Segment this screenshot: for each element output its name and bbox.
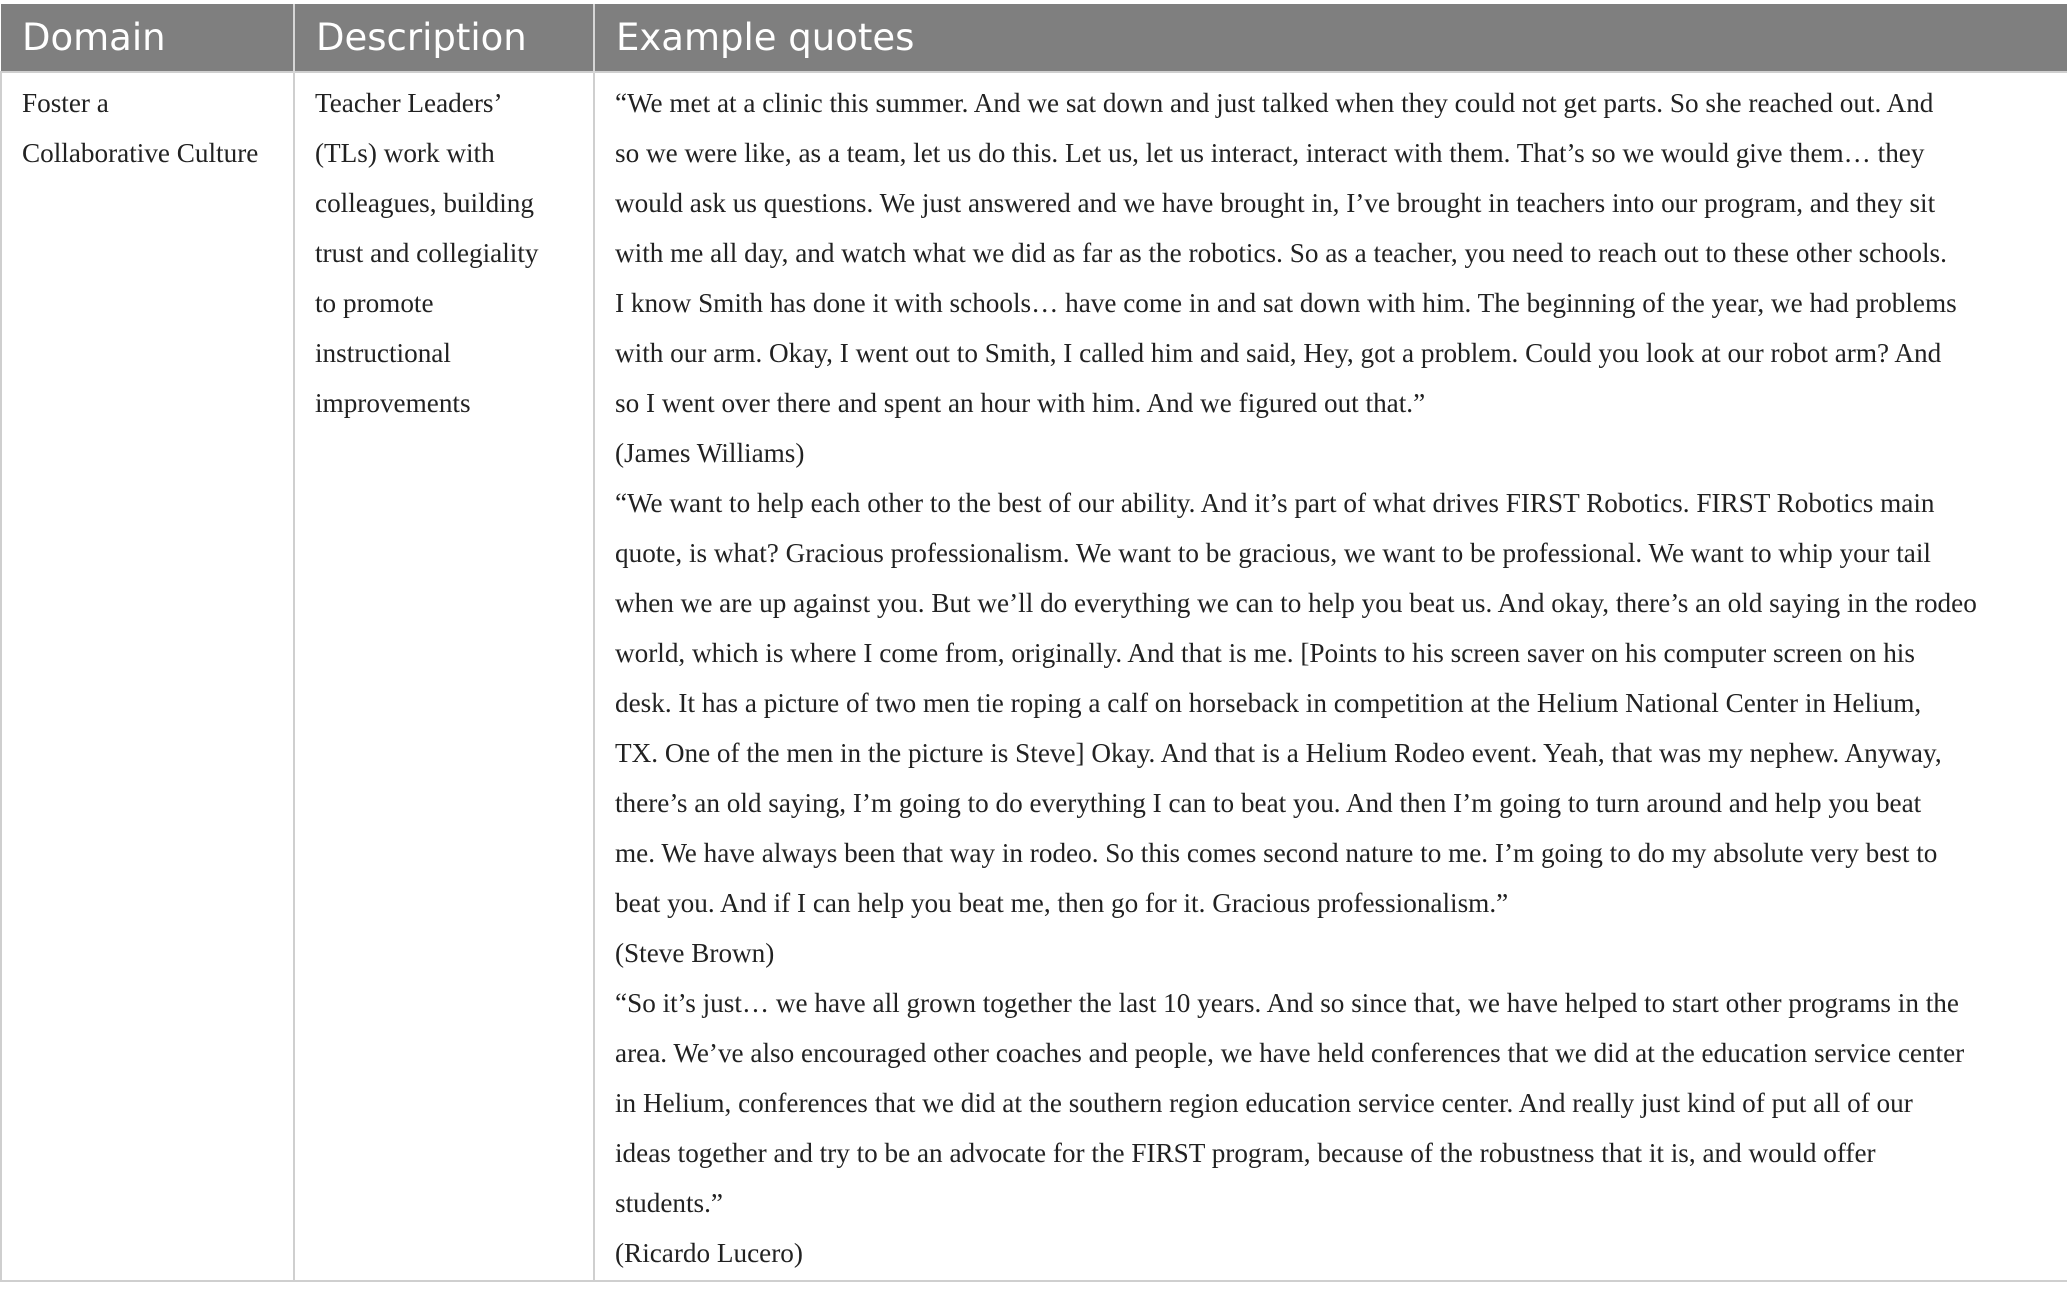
quote-text-line: world, which is where I come from, originally. And that is me. [Points to his screen saver on his computer screen on his <box>615 638 1915 668</box>
description-text-line: trust and collegiality <box>315 238 539 268</box>
quote-text-line: there’s an old saying, I’m going to do everything I can to beat you. And then I’m going to turn around and help you beat <box>615 788 1922 818</box>
description-text-line: Teacher Leaders’ <box>315 88 503 118</box>
quote-text-line: with me all day, and watch what we did as far as the robotics. So as a teacher, you need to reach out to these other schools. <box>615 238 1947 268</box>
example-quotes-cell <box>594 72 2067 1281</box>
quote-text-line: I know Smith has done it with schools… have come in and sat down with him. The beginning of the year, we had problems <box>615 288 1957 318</box>
quote-text-line: beat you. And if I can help you beat me, then go for it. Gracious professionalism.” <box>615 888 1509 918</box>
header-domain: Domain <box>1 4 294 72</box>
quote-text-line: so I went over there and spent an hour with him. And we figured out that.” <box>615 388 1426 418</box>
quote-text-line: me. We have always been that way in rodeo. So this comes second nature to me. I’m going to do my absolute very best to <box>615 838 1938 868</box>
quote-text-line: “We want to help each other to the best of our ability. And it’s part of what drives FIRST Robotics. FIRST Robotics main <box>615 488 1935 518</box>
quote-text-line: with our arm. Okay, I went out to Smith, I called him and said, Hey, got a problem. Could you look at our robot arm? And <box>615 338 1942 368</box>
domain-text-line: Foster a <box>22 88 109 118</box>
quote-text-line: area. We’ve also encouraged other coaches and people, we have held conferences that we did at the education service center <box>615 1038 1965 1068</box>
description-text-line: colleagues, building <box>315 188 534 218</box>
domain-text-line: Collaborative Culture <box>22 138 259 168</box>
header-row <box>1 4 2067 72</box>
quote-attribution: (Steve Brown) <box>615 938 775 968</box>
quotes-table <box>0 4 2067 1282</box>
quote-attribution: (Ricardo Lucero) <box>615 1238 803 1268</box>
quote-text-line: desk. It has a picture of two men tie roping a calf on horseback in competition at the Helium National Center in Helium, <box>615 688 1922 718</box>
quote-attribution: (James Williams) <box>615 438 805 468</box>
description-cell <box>294 72 594 1281</box>
quote-text-line: quote, is what? Gracious professionalism. We want to be gracious, we want to be professional. We want to whip your tail <box>615 538 1931 568</box>
table-row <box>1 72 2067 1281</box>
header-example-quotes: Example quotes <box>594 4 2067 72</box>
quote-text-line: TX. One of the men in the picture is Steve] Okay. And that is a Helium Rodeo event. Yeah, that was my nephew. Anyway, <box>615 738 1942 768</box>
quote-text-line: would ask us questions. We just answered and we have brought in, I’ve brought in teachers into our program, and they sit <box>615 188 1936 218</box>
header-description: Description <box>294 4 594 72</box>
domain-cell <box>1 72 294 1281</box>
description-text-line: improvements <box>315 388 471 418</box>
description-text-line: to promote <box>315 288 434 318</box>
quote-text-line: “We met at a clinic this summer. And we sat down and just talked when they could not get parts. So she reached out. And <box>615 88 1934 118</box>
description-text-line: (TLs) work with <box>315 138 495 168</box>
description-text-line: instructional <box>315 338 451 368</box>
table-body <box>1 72 2067 1281</box>
table-header <box>1 4 2067 72</box>
quote-text-line: ideas together and try to be an advocate for the FIRST program, because of the robustness that it is, and would offer <box>615 1138 1876 1168</box>
quote-text-line: when we are up against you. But we’ll do everything we can to help you beat us. And okay, there’s an old saying in the rodeo <box>615 588 1977 618</box>
quote-text-line: students.” <box>615 1188 723 1218</box>
quote-text-line: “So it’s just… we have all grown together the last 10 years. And so since that, we have helped to start other programs in the <box>615 988 1959 1018</box>
quote-text-line: in Helium, conferences that we did at the southern region education service center. And really just kind of put all of our <box>615 1088 1913 1118</box>
quote-text-line: so we were like, as a team, let us do this. Let us, let us interact, interact with them. That’s so we would give them… they <box>615 138 1925 168</box>
